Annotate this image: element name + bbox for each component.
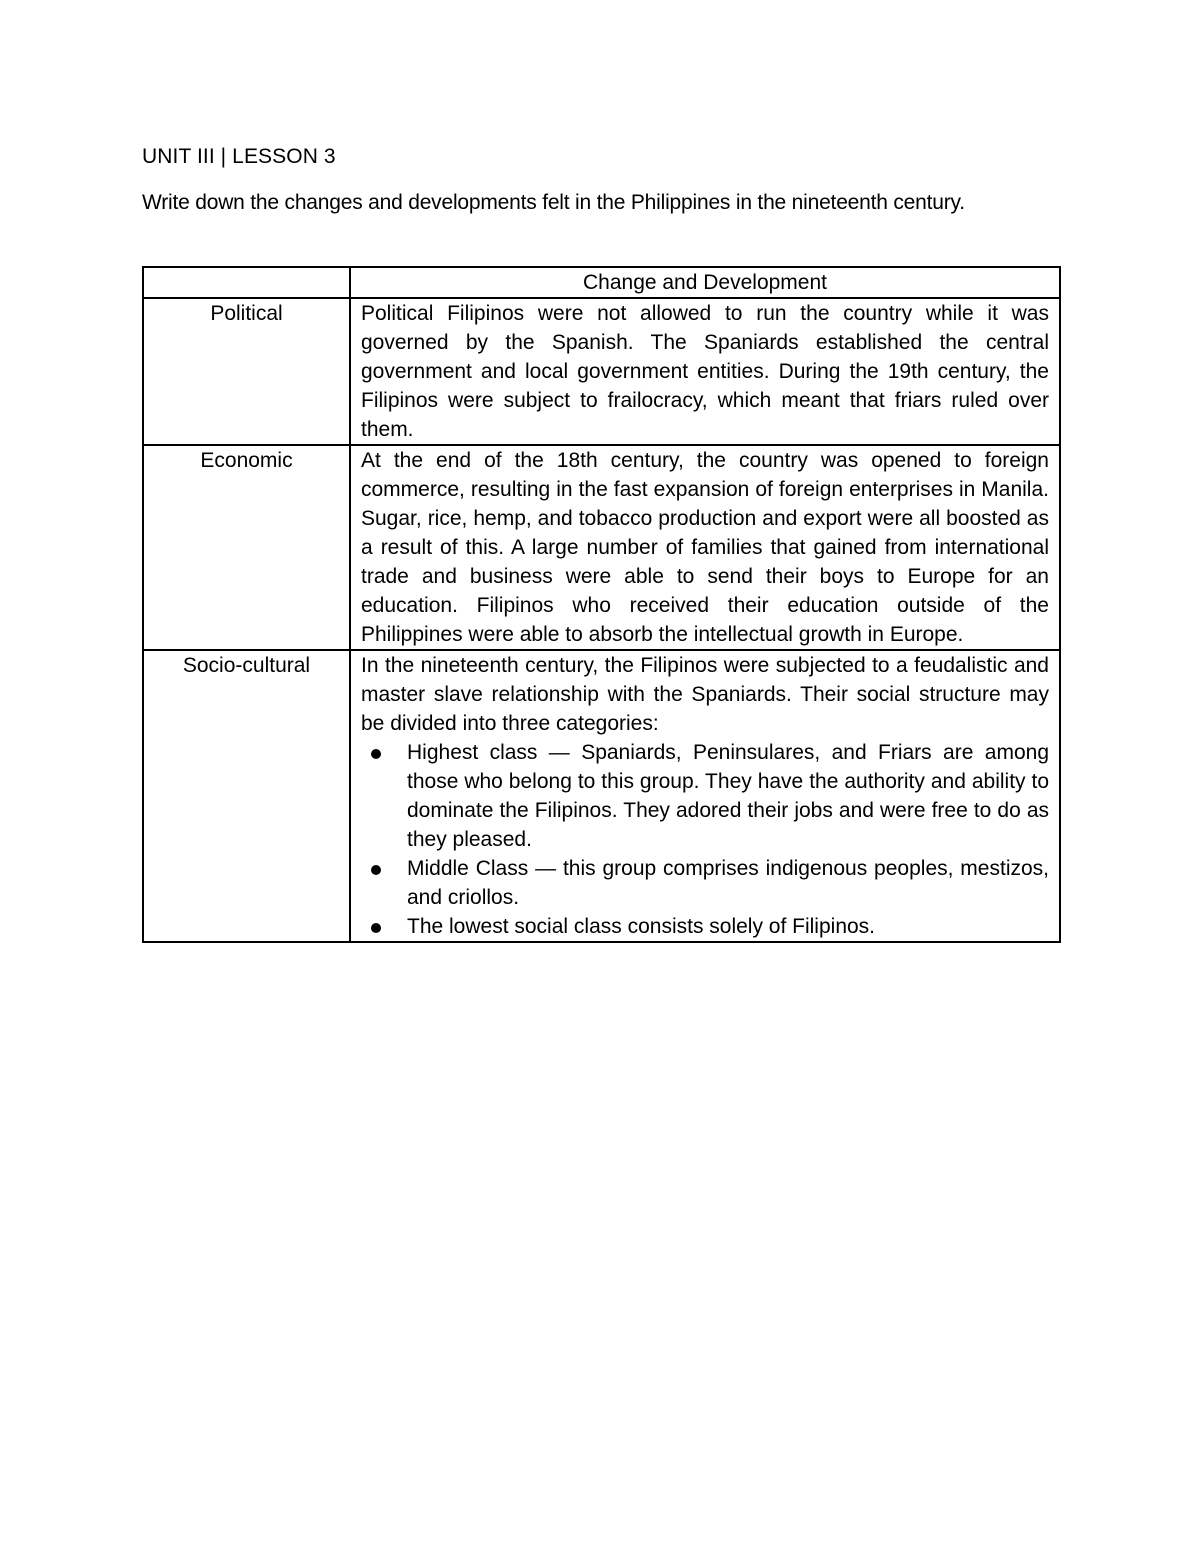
table-row-political: [143, 298, 1060, 445]
table-header-row: [143, 267, 1060, 298]
category-cell: Socio-cultural: [143, 650, 350, 942]
change-development-table: [142, 266, 1061, 943]
bullet-icon: [371, 865, 381, 875]
instruction-text: Write down the changes and developments felt in the Philippines in the nineteenth century.: [142, 191, 965, 214]
description-text: In the nineteenth century, the Filipinos were subjected to a feudalistic and master slave relationship with the Spaniards. Their social structure may be divided into three categories:: [361, 654, 1049, 735]
list-item: [407, 854, 1049, 912]
list-item: [407, 912, 1049, 941]
table-row-economic: [143, 445, 1060, 650]
bullet-icon: [371, 749, 381, 759]
description-text: Political Filipinos were not allowed to run the country while it was governed by the Spanish. The Spaniards established the central government and local government entities. During the 19th century, the Filipinos were subject to frailocracy, which meant that friars ruled over them.: [361, 302, 1049, 441]
category-cell: Economic: [143, 445, 350, 650]
list-item-text: Highest class — Spaniards, Peninsulares, and Friars are among those who belong to this group. They have the authority and ability to dominate the Filipinos. They adored their jobs and were free to do as they pleased.: [407, 741, 1049, 851]
bullet-icon: [371, 923, 381, 933]
list-item-text: The lowest social class consists solely of Filipinos.: [407, 915, 876, 938]
social-class-list: [361, 738, 1049, 941]
description-cell: [350, 445, 1060, 650]
list-item-text: Middle Class — this group comprises indigenous peoples, mestizos, and criollos.: [407, 857, 1049, 909]
description-cell: [350, 298, 1060, 445]
list-item: [407, 738, 1049, 854]
table-row-socio-cultural: [143, 650, 1060, 942]
description-cell: [350, 650, 1060, 942]
lesson-heading: UNIT III | LESSON 3: [142, 145, 336, 168]
table-corner-cell: [143, 267, 350, 298]
column-header: Change and Development: [350, 267, 1060, 298]
description-text: At the end of the 18th century, the country was opened to foreign commerce, resulting in the fast expansion of foreign enterprises in Manila. Sugar, rice, hemp, and tobacco production and export were all boosted as a result of this. A large number of families that gained from international trade and business were able to send their boys to Europe for an education. Filipinos who received their education outside of the Philippines were able to absorb the intellectual growth in Europe.: [361, 449, 1049, 646]
category-cell: Political: [143, 298, 350, 445]
